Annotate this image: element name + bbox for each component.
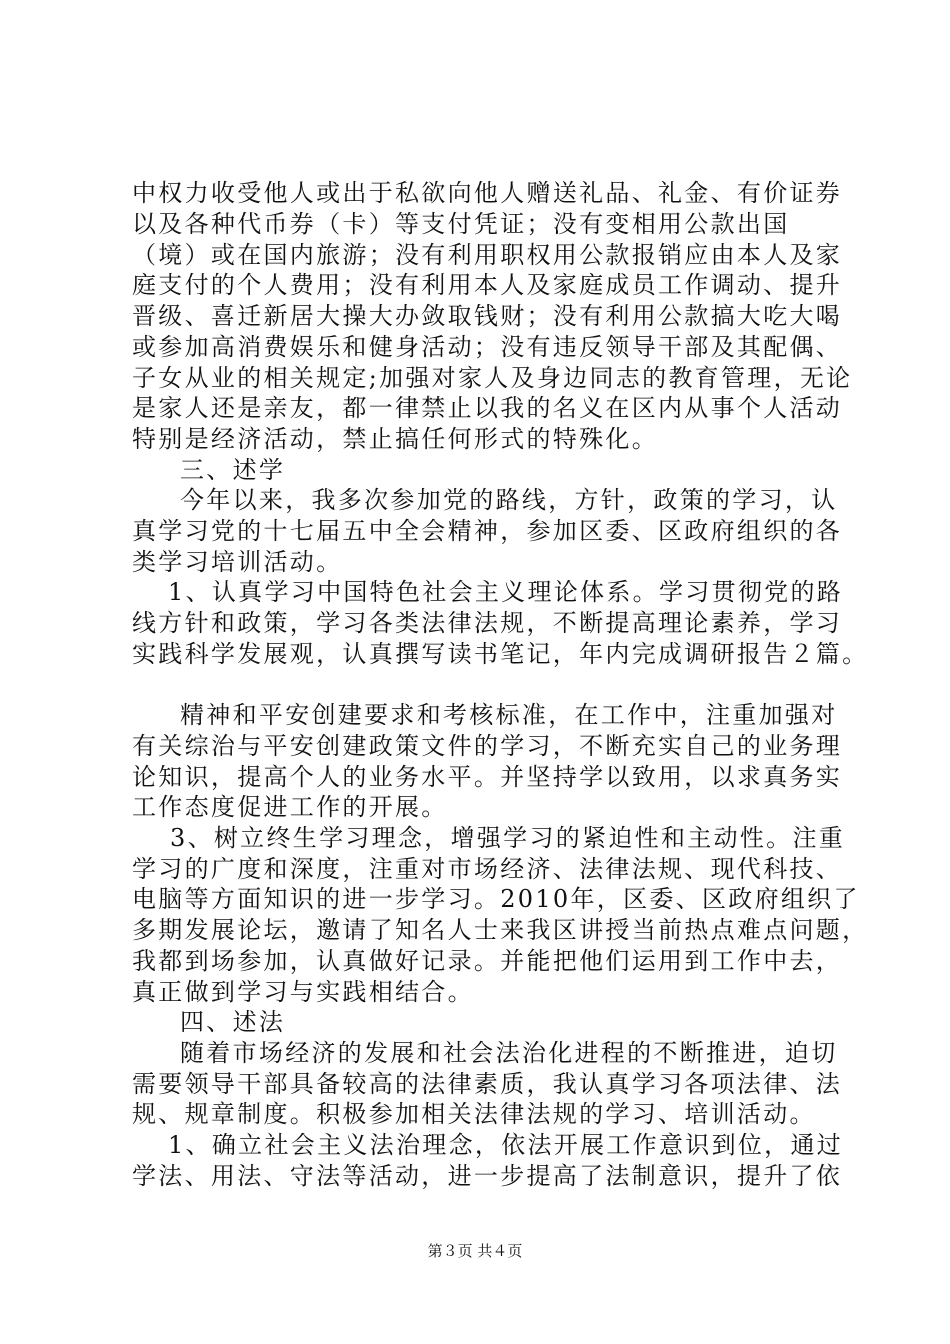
text-line: 1、认真学习中国特色社会主义理论体系。学习贯彻党的路 [168, 578, 844, 606]
text-line: 需要领导干部具备较高的法律素质，我认真学习各项法律、法 [132, 1070, 843, 1098]
text-line: 以及各种代币券（卡）等支付凭证；没有变相用公款出国 [132, 210, 790, 238]
text-line: 是家人还是亲友，都一律禁止以我的名义在区内从事个人活动 [132, 394, 843, 422]
text-line: 电脑等方面知识的进一步学习。2010年，区委、区政府组织了 [132, 885, 860, 913]
text-line: 多期发展论坛，邀请了知名人士来我区讲授当前热点难点问题， [132, 916, 869, 944]
text-line: 学习的广度和深度，注重对市场经济、法律法规、现代科技、 [132, 855, 843, 883]
text-line: 晋级、喜迁新居大操大办敛取钱财；没有利用公款搞大吃大喝 [132, 302, 843, 330]
text-line: 子女从业的相关规定;加强对家人及身边同志的教育管理，无论 [132, 364, 853, 392]
text-line: （境）或在国内旅游；没有利用职权用公款报销应由本人及家 [132, 241, 843, 269]
text-line: 学法、用法、守法等活动，进一步提高了法制意识，提升了依 [132, 1162, 843, 1190]
text-line: 中权力收受他人或出于私欲向他人赠送礼品、礼金、有价证券 [132, 179, 843, 207]
text-line: 论知识，提高个人的业务水平。并坚持学以致用，以求真务实 [132, 763, 843, 791]
text-line: 真学习党的十七届五中全会精神，参加区委、区政府组织的各 [132, 517, 843, 545]
text-line: 随着市场经济的发展和社会法治化进程的不断推进，迫切 [180, 1039, 838, 1067]
text-line: 庭支付的个人费用；没有利用本人及家庭成员工作调动、提升 [132, 271, 843, 299]
text-line: 精神和平安创建要求和考核标准，在工作中，注重加强对 [180, 701, 838, 729]
text-line: 线方针和政策，学习各类法律法规，不断提高理论素养，学习 [132, 609, 843, 637]
text-line: 有关综治与平安创建政策文件的学习，不断充实自己的业务理 [132, 732, 843, 760]
text-line: 我都到场参加，认真做好记录。并能把他们运用到工作中去， [132, 947, 843, 975]
text-line: 规、规章制度。积极参加相关法律法规的学习、培训活动。 [132, 1100, 816, 1128]
text-line: 或参加高消费娱乐和健身活动；没有违反领导干部及其配偶、 [132, 333, 843, 361]
text-line: 今年以来，我多次参加党的路线，方针，政策的学习，认 [180, 486, 838, 514]
text-line: 类学习培训活动。 [132, 548, 343, 576]
text-line: 真正做到学习与实践相结合。 [132, 978, 474, 1006]
text-line: 特别是经济活动，禁止搞任何形式的特殊化。 [132, 425, 658, 453]
page-footer: 第３页 共４页 [427, 1242, 523, 1260]
text-line: 1、确立社会主义法治理念，依法开展工作意识到位，通过 [168, 1131, 844, 1159]
section-heading: 四、述法 [180, 1008, 286, 1036]
text-line: 工作态度促进工作的开展。 [132, 793, 448, 821]
section-heading: 三、述学 [180, 456, 286, 484]
text-line: 3、树立终生学习理念，增强学习的紧迫性和主动性。注重 [170, 824, 846, 852]
text-line: 实践科学发展观，认真撰写读书笔记，年内完成调研报告２篇。 [132, 640, 869, 668]
